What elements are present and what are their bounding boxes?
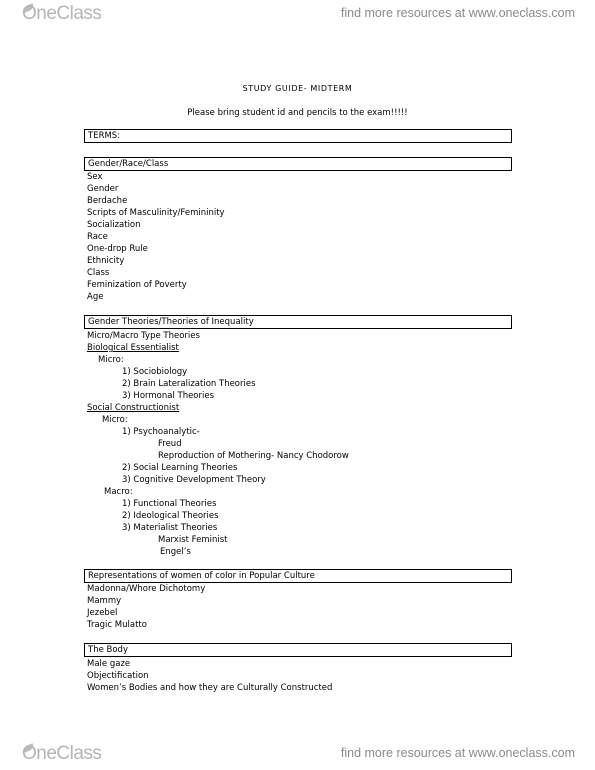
list-item: Objectification [87,671,149,681]
list-item: Class [87,268,110,278]
list-item: Jezebel [87,608,118,618]
list-item: 3) Materialist Theories [122,523,218,533]
list-item: One-drop Rule [87,244,148,254]
list-item: 2) Social Learning Theories [122,463,238,473]
section-header-the-body: The Body [84,643,512,657]
oneclass-logo: OneClass [22,3,102,24]
list-item: Feminization of Poverty [87,280,187,290]
list-item: Age [87,292,104,302]
list-item: Race [87,232,108,242]
find-more-link[interactable]: find more resources at www.oneclass.com [340,6,575,20]
list-item: Micro: [102,415,128,425]
list-item: Engel’s [160,547,191,557]
list-item: Berdache [87,196,128,206]
list-item: Madonna/Whore Dichotomy [87,584,206,594]
list-item: Socialization [87,220,141,230]
list-item: 3) Cognitive Development Theory [122,475,266,485]
section-header-gender-theories: Gender Theories/Theories of Inequality [84,315,512,329]
footer-brand-bar [0,743,595,767]
section-header-representations: Representations of women of color in Popular Culture [84,569,512,583]
list-item: Scripts of Masculinity/Femininity [87,208,225,218]
list-item: Freud [158,439,182,449]
list-item: Reproduction of Mothering- Nancy Chodorow [158,451,349,461]
section-header-gender-race-class: Gender/Race/Class [84,157,512,171]
list-item: 2) Ideological Theories [122,511,219,521]
exam-note: Please bring student id and pencils to the exam!!!!! [187,108,408,118]
list-item: 2) Brain Lateralization Theories [122,379,256,389]
list-item: 3) Hormonal Theories [122,391,215,401]
subheading-biological-essentialist: Biological Essentialist [87,343,179,353]
list-item: 1) Sociobiology [122,367,188,377]
list-item: Women’s Bodies and how they are Culturally Constructed [87,683,333,693]
list-item: Tragic Mulatto [87,620,147,630]
list-item: Mammy [87,596,122,606]
document-title: STUDY GUIDE- MIDTERM [242,84,353,93]
list-item: 1) Functional Theories [122,499,217,509]
list-item: Micro/Macro Type Theories [87,331,200,341]
list-item: Gender [87,184,119,194]
find-more-link[interactable]: find more resources at www.oneclass.com [340,746,575,760]
list-item: Marxist Feminist [158,535,228,545]
list-item: Ethnicity [87,256,125,266]
list-item: 1) Psychoanalytic- [122,427,200,437]
header-brand-bar [0,3,595,27]
list-item: Sex [87,172,103,182]
list-item: Macro: [104,487,133,497]
list-item: Micro: [98,355,124,365]
oneclass-logo: OneClass [22,743,102,764]
subheading-social-constructionist: Social Constructionist [87,403,180,413]
terms-box: TERMS: [84,129,512,143]
list-item: Male gaze [87,659,131,669]
